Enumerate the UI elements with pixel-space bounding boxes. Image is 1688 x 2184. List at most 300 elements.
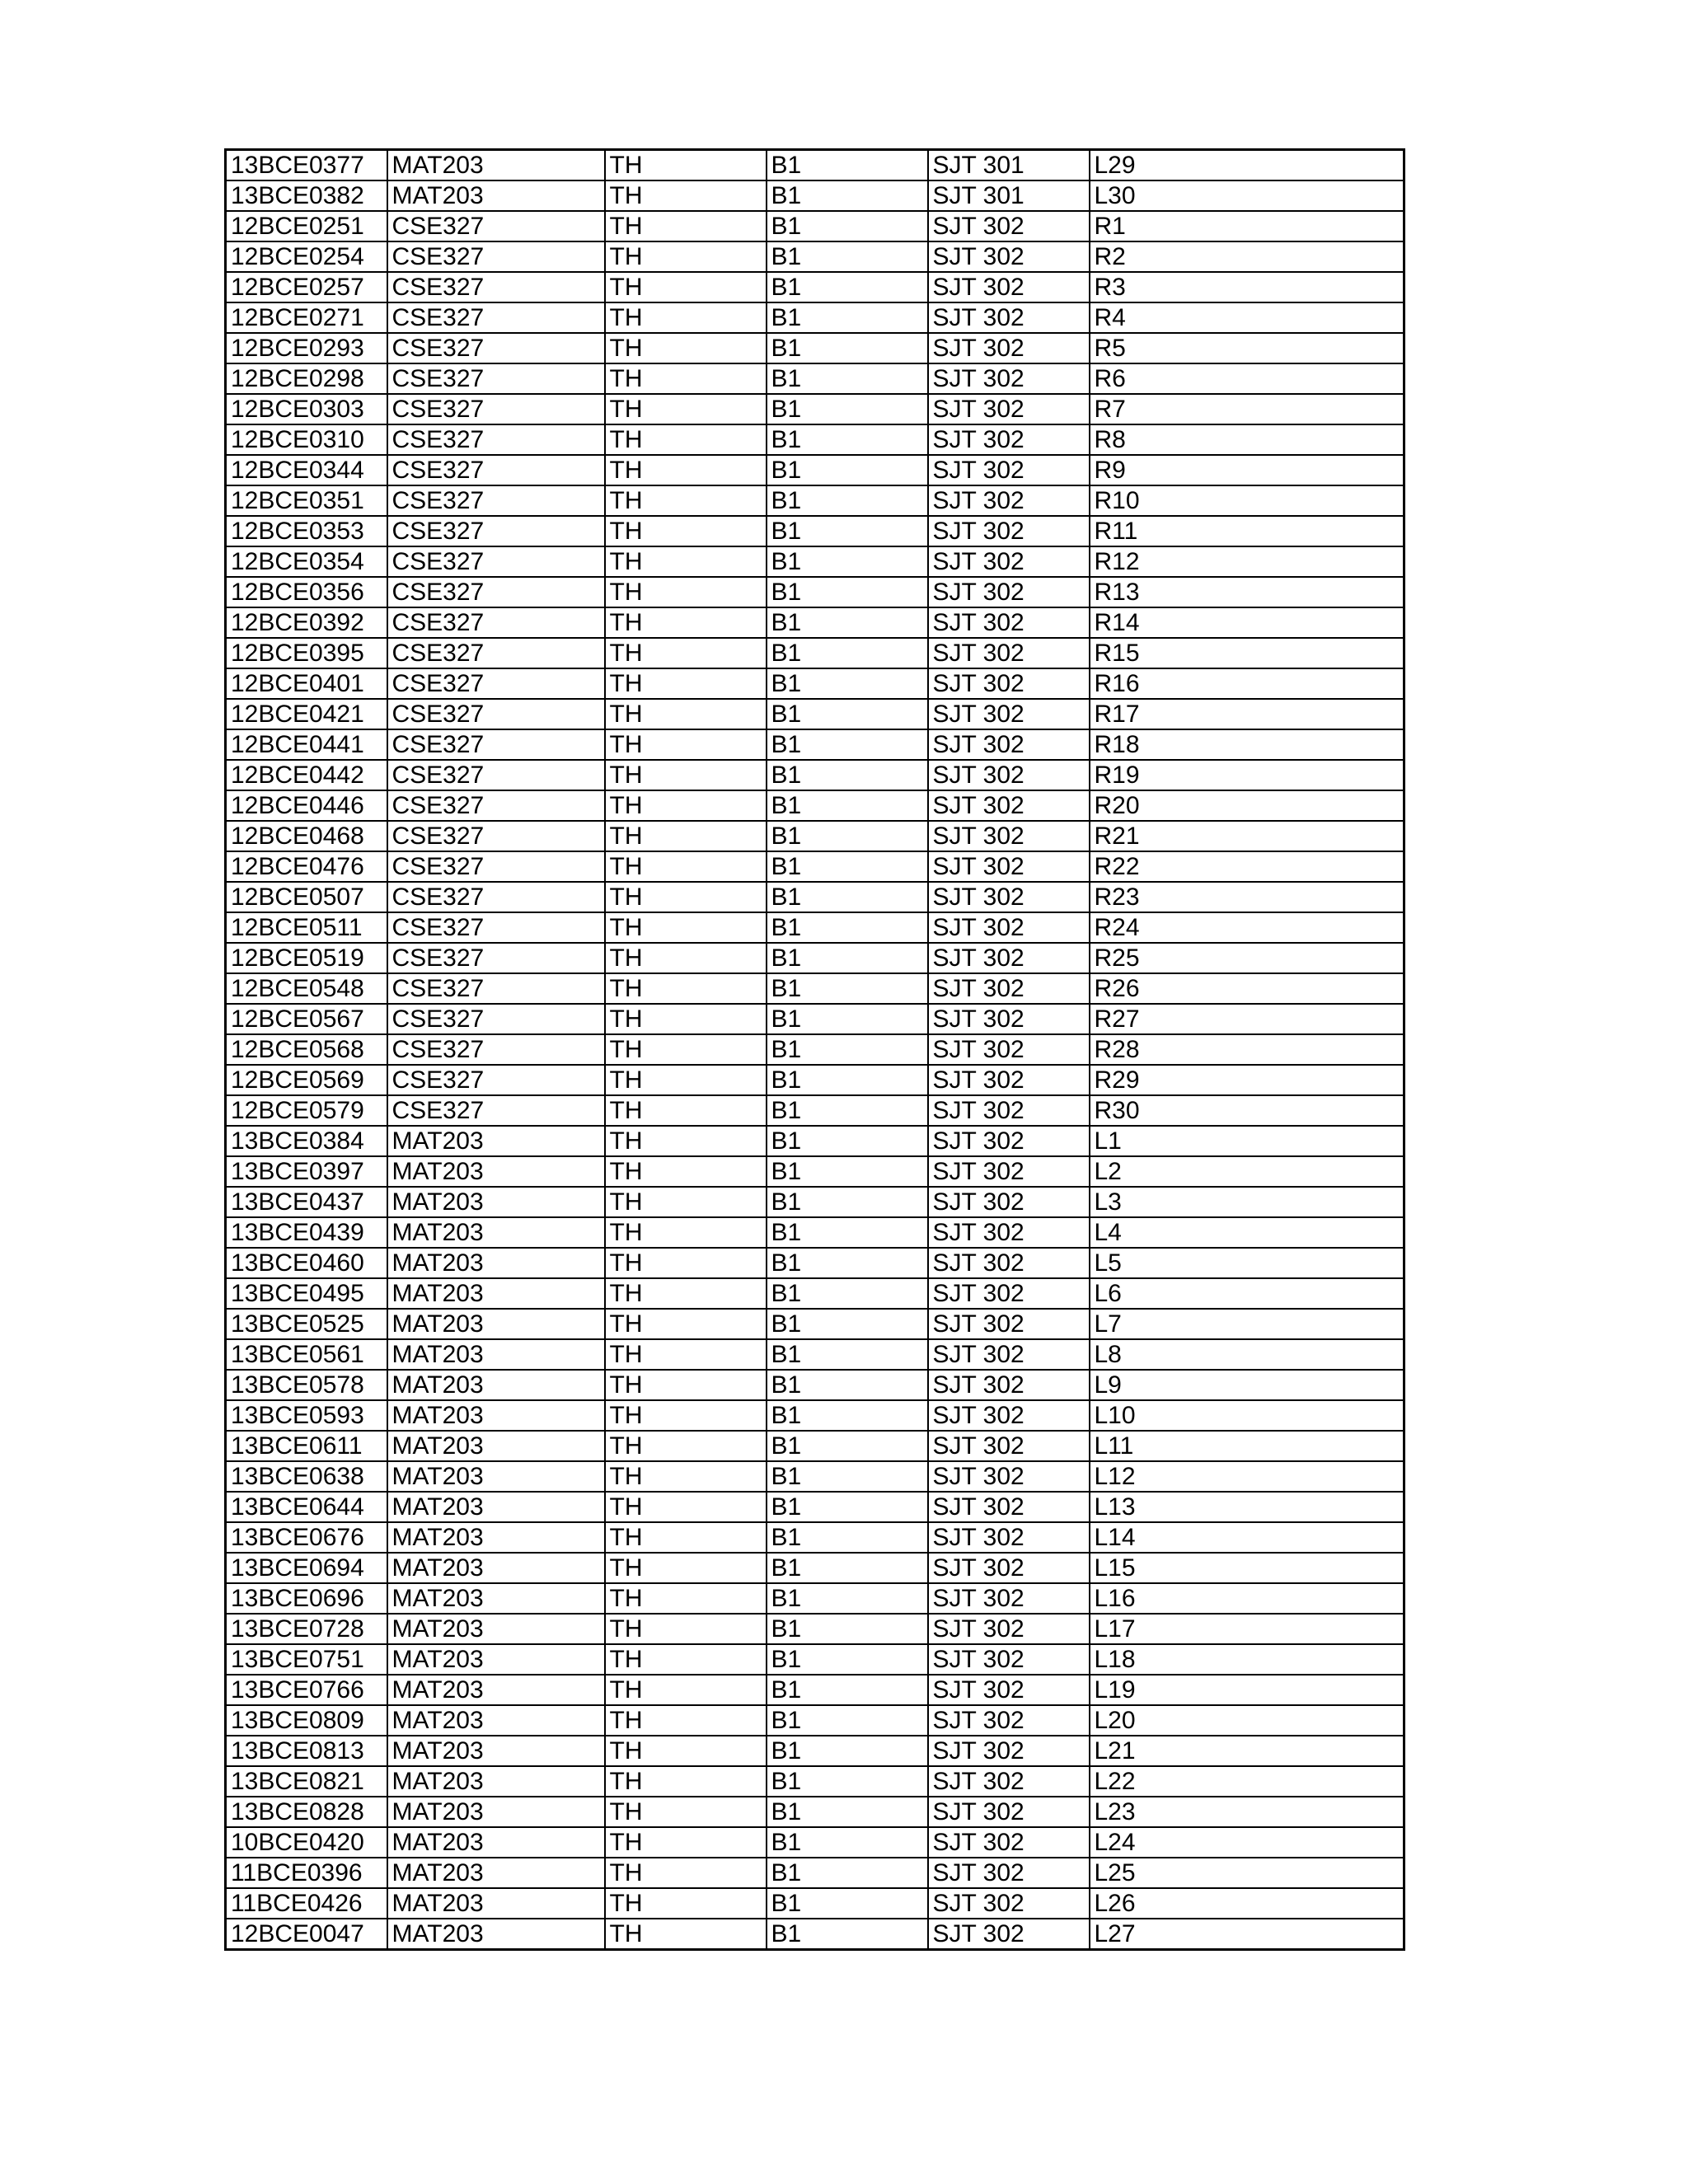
seat-number-cell: R14 (1090, 607, 1404, 638)
slot-cell: B1 (767, 821, 928, 851)
course-code-cell: CSE327 (387, 394, 605, 424)
slot-cell: B1 (767, 699, 928, 729)
course-type-cell: TH (605, 668, 767, 699)
seat-number-cell: R5 (1090, 333, 1404, 363)
slot-cell: B1 (767, 790, 928, 821)
slot-cell: B1 (767, 1309, 928, 1339)
course-code-cell: CSE327 (387, 516, 605, 546)
venue-cell: SJT 301 (928, 180, 1090, 211)
course-code-cell: CSE327 (387, 546, 605, 577)
seat-number-cell: R15 (1090, 638, 1404, 668)
course-type-cell: TH (605, 485, 767, 516)
table-row (226, 1766, 1404, 1797)
register-number-cell: 13BCE0437 (226, 1187, 387, 1217)
table-row (226, 1217, 1404, 1248)
course-code-cell: CSE327 (387, 1095, 605, 1126)
course-code-cell: CSE327 (387, 363, 605, 394)
venue-cell: SJT 302 (928, 760, 1090, 790)
slot-cell: B1 (767, 1492, 928, 1522)
course-code-cell: MAT203 (387, 1461, 605, 1492)
register-number-cell: 12BCE0446 (226, 790, 387, 821)
course-type-cell: TH (605, 1248, 767, 1278)
venue-cell: SJT 302 (928, 1705, 1090, 1736)
course-code-cell: CSE327 (387, 699, 605, 729)
venue-cell: SJT 302 (928, 638, 1090, 668)
venue-cell: SJT 302 (928, 394, 1090, 424)
course-type-cell: TH (605, 1919, 767, 1950)
slot-cell: B1 (767, 577, 928, 607)
venue-cell: SJT 302 (928, 1004, 1090, 1034)
register-number-cell: 12BCE0511 (226, 912, 387, 943)
register-number-cell: 13BCE0382 (226, 180, 387, 211)
slot-cell: B1 (767, 638, 928, 668)
slot-cell: B1 (767, 485, 928, 516)
register-number-cell: 13BCE0638 (226, 1461, 387, 1492)
course-type-cell: TH (605, 302, 767, 333)
register-number-cell: 13BCE0696 (226, 1583, 387, 1614)
seat-number-cell: L19 (1090, 1675, 1404, 1705)
course-code-cell: CSE327 (387, 790, 605, 821)
venue-cell: SJT 302 (928, 1187, 1090, 1217)
slot-cell: B1 (767, 1461, 928, 1492)
course-type-cell: TH (605, 180, 767, 211)
venue-cell: SJT 302 (928, 1492, 1090, 1522)
seat-number-cell: L22 (1090, 1766, 1404, 1797)
course-code-cell: MAT203 (387, 1583, 605, 1614)
table-row (226, 1156, 1404, 1187)
venue-cell: SJT 302 (928, 1858, 1090, 1888)
seat-number-cell: L16 (1090, 1583, 1404, 1614)
slot-cell: B1 (767, 1370, 928, 1400)
slot-cell: B1 (767, 1065, 928, 1095)
register-number-cell: 12BCE0351 (226, 485, 387, 516)
course-code-cell: MAT203 (387, 1766, 605, 1797)
course-type-cell: TH (605, 1583, 767, 1614)
venue-cell: SJT 302 (928, 1827, 1090, 1858)
register-number-cell: 12BCE0047 (226, 1919, 387, 1950)
course-code-cell: CSE327 (387, 211, 605, 241)
seat-number-cell: L25 (1090, 1858, 1404, 1888)
table-row (226, 424, 1404, 455)
slot-cell: B1 (767, 180, 928, 211)
seat-number-cell: L23 (1090, 1797, 1404, 1827)
venue-cell: SJT 302 (928, 1736, 1090, 1766)
slot-cell: B1 (767, 1614, 928, 1644)
table-row (226, 546, 1404, 577)
slot-cell: B1 (767, 1431, 928, 1461)
register-number-cell: 13BCE0611 (226, 1431, 387, 1461)
seat-number-cell: R28 (1090, 1034, 1404, 1065)
table-row (226, 1553, 1404, 1583)
venue-cell: SJT 302 (928, 1370, 1090, 1400)
table-row (226, 1004, 1404, 1034)
register-number-cell: 13BCE0578 (226, 1370, 387, 1400)
seat-number-cell: R1 (1090, 211, 1404, 241)
seat-number-cell: L17 (1090, 1614, 1404, 1644)
course-type-cell: TH (605, 1827, 767, 1858)
seat-number-cell: R3 (1090, 272, 1404, 302)
slot-cell: B1 (767, 851, 928, 882)
venue-cell: SJT 302 (928, 729, 1090, 760)
table-row (226, 638, 1404, 668)
table-row (226, 1034, 1404, 1065)
course-code-cell: MAT203 (387, 1858, 605, 1888)
course-type-cell: TH (605, 1797, 767, 1827)
course-type-cell: TH (605, 455, 767, 485)
course-code-cell: MAT203 (387, 1126, 605, 1156)
slot-cell: B1 (767, 211, 928, 241)
register-number-cell: 12BCE0353 (226, 516, 387, 546)
course-code-cell: CSE327 (387, 333, 605, 363)
table-row (226, 1187, 1404, 1217)
course-type-cell: TH (605, 516, 767, 546)
seat-number-cell: R30 (1090, 1095, 1404, 1126)
venue-cell: SJT 302 (928, 699, 1090, 729)
venue-cell: SJT 302 (928, 607, 1090, 638)
register-number-cell: 12BCE0395 (226, 638, 387, 668)
table-row (226, 485, 1404, 516)
seat-number-cell: L30 (1090, 180, 1404, 211)
seat-number-cell: R2 (1090, 241, 1404, 272)
table-row (226, 668, 1404, 699)
course-type-cell: TH (605, 607, 767, 638)
course-code-cell: CSE327 (387, 241, 605, 272)
slot-cell: B1 (767, 1400, 928, 1431)
venue-cell: SJT 302 (928, 1217, 1090, 1248)
course-code-cell: CSE327 (387, 455, 605, 485)
venue-cell: SJT 302 (928, 1675, 1090, 1705)
slot-cell: B1 (767, 1736, 928, 1766)
seat-number-cell: R6 (1090, 363, 1404, 394)
venue-cell: SJT 302 (928, 1400, 1090, 1431)
venue-cell: SJT 302 (928, 790, 1090, 821)
course-type-cell: TH (605, 1644, 767, 1675)
register-number-cell: 13BCE0397 (226, 1156, 387, 1187)
course-code-cell: CSE327 (387, 973, 605, 1004)
venue-cell: SJT 302 (928, 1339, 1090, 1370)
venue-cell: SJT 302 (928, 363, 1090, 394)
course-type-cell: TH (605, 394, 767, 424)
seat-number-cell: L2 (1090, 1156, 1404, 1187)
venue-cell: SJT 302 (928, 1126, 1090, 1156)
course-type-cell: TH (605, 851, 767, 882)
slot-cell: B1 (767, 1187, 928, 1217)
slot-cell: B1 (767, 912, 928, 943)
table-row (226, 1065, 1404, 1095)
seat-number-cell: L26 (1090, 1888, 1404, 1919)
slot-cell: B1 (767, 546, 928, 577)
course-type-cell: TH (605, 1065, 767, 1095)
slot-cell: B1 (767, 363, 928, 394)
register-number-cell: 12BCE0421 (226, 699, 387, 729)
seat-number-cell: L9 (1090, 1370, 1404, 1400)
venue-cell: SJT 302 (928, 912, 1090, 943)
course-code-cell: MAT203 (387, 1370, 605, 1400)
course-type-cell: TH (605, 546, 767, 577)
table-row (226, 1644, 1404, 1675)
venue-cell: SJT 302 (928, 241, 1090, 272)
course-type-cell: TH (605, 1431, 767, 1461)
venue-cell: SJT 302 (928, 1919, 1090, 1950)
table-row (226, 150, 1404, 181)
course-code-cell: CSE327 (387, 912, 605, 943)
course-type-cell: TH (605, 1217, 767, 1248)
slot-cell: B1 (767, 1644, 928, 1675)
venue-cell: SJT 302 (928, 1461, 1090, 1492)
slot-cell: B1 (767, 1248, 928, 1278)
table-row (226, 882, 1404, 912)
venue-cell: SJT 302 (928, 455, 1090, 485)
register-number-cell: 13BCE0828 (226, 1797, 387, 1827)
seat-number-cell: R25 (1090, 943, 1404, 973)
course-code-cell: MAT203 (387, 1339, 605, 1370)
course-type-cell: TH (605, 1400, 767, 1431)
course-code-cell: CSE327 (387, 851, 605, 882)
table-row (226, 1583, 1404, 1614)
seat-number-cell: L24 (1090, 1827, 1404, 1858)
course-code-cell: CSE327 (387, 1034, 605, 1065)
venue-cell: SJT 302 (928, 1553, 1090, 1583)
seat-number-cell: L5 (1090, 1248, 1404, 1278)
course-code-cell: MAT203 (387, 1797, 605, 1827)
register-number-cell: 12BCE0507 (226, 882, 387, 912)
slot-cell: B1 (767, 1156, 928, 1187)
register-number-cell: 13BCE0809 (226, 1705, 387, 1736)
slot-cell: B1 (767, 1034, 928, 1065)
slot-cell: B1 (767, 1827, 928, 1858)
course-type-cell: TH (605, 1095, 767, 1126)
seat-number-cell: R29 (1090, 1065, 1404, 1095)
course-type-cell: TH (605, 363, 767, 394)
course-code-cell: MAT203 (387, 1217, 605, 1248)
venue-cell: SJT 302 (928, 1034, 1090, 1065)
course-code-cell: MAT203 (387, 1156, 605, 1187)
table-row (226, 1888, 1404, 1919)
table-row (226, 760, 1404, 790)
venue-cell: SJT 302 (928, 851, 1090, 882)
course-code-cell: MAT203 (387, 1278, 605, 1309)
venue-cell: SJT 302 (928, 577, 1090, 607)
slot-cell: B1 (767, 302, 928, 333)
course-code-cell: CSE327 (387, 607, 605, 638)
register-number-cell: 13BCE0593 (226, 1400, 387, 1431)
course-code-cell: MAT203 (387, 1827, 605, 1858)
seat-number-cell: L11 (1090, 1431, 1404, 1461)
slot-cell: B1 (767, 1522, 928, 1553)
course-code-cell: MAT203 (387, 1736, 605, 1766)
register-number-cell: 12BCE0254 (226, 241, 387, 272)
course-type-cell: TH (605, 1370, 767, 1400)
register-number-cell: 12BCE0579 (226, 1095, 387, 1126)
table-row (226, 1431, 1404, 1461)
slot-cell: B1 (767, 1095, 928, 1126)
course-type-cell: TH (605, 241, 767, 272)
table-row (226, 302, 1404, 333)
course-code-cell: MAT203 (387, 1614, 605, 1644)
course-code-cell: CSE327 (387, 302, 605, 333)
venue-cell: SJT 302 (928, 973, 1090, 1004)
seat-number-cell: L12 (1090, 1461, 1404, 1492)
register-number-cell: 13BCE0495 (226, 1278, 387, 1309)
register-number-cell: 13BCE0676 (226, 1522, 387, 1553)
seat-number-cell: R18 (1090, 729, 1404, 760)
venue-cell: SJT 302 (928, 211, 1090, 241)
course-type-cell: TH (605, 333, 767, 363)
table-row (226, 1522, 1404, 1553)
slot-cell: B1 (767, 455, 928, 485)
table-row (226, 699, 1404, 729)
seat-number-cell: R26 (1090, 973, 1404, 1004)
course-code-cell: MAT203 (387, 1919, 605, 1950)
register-number-cell: 13BCE0813 (226, 1736, 387, 1766)
slot-cell: B1 (767, 1858, 928, 1888)
course-type-cell: TH (605, 1156, 767, 1187)
register-number-cell: 13BCE0460 (226, 1248, 387, 1278)
slot-cell: B1 (767, 1126, 928, 1156)
table-row (226, 1126, 1404, 1156)
table-row (226, 394, 1404, 424)
table-row (226, 241, 1404, 272)
venue-cell: SJT 302 (928, 1309, 1090, 1339)
course-type-cell: TH (605, 1705, 767, 1736)
table-row (226, 1248, 1404, 1278)
venue-cell: SJT 302 (928, 546, 1090, 577)
table-row (226, 180, 1404, 211)
course-code-cell: MAT203 (387, 1522, 605, 1553)
venue-cell: SJT 302 (928, 272, 1090, 302)
course-type-cell: TH (605, 1522, 767, 1553)
register-number-cell: 11BCE0396 (226, 1858, 387, 1888)
venue-cell: SJT 302 (928, 1095, 1090, 1126)
seat-number-cell: L29 (1090, 150, 1404, 181)
table-row (226, 1675, 1404, 1705)
register-number-cell: 12BCE0401 (226, 668, 387, 699)
course-type-cell: TH (605, 150, 767, 181)
register-number-cell: 13BCE0728 (226, 1614, 387, 1644)
seat-number-cell: R21 (1090, 821, 1404, 851)
seat-number-cell: R27 (1090, 1004, 1404, 1034)
table-row (226, 1278, 1404, 1309)
seat-number-cell: R19 (1090, 760, 1404, 790)
seat-number-cell: L20 (1090, 1705, 1404, 1736)
register-number-cell: 13BCE0377 (226, 150, 387, 181)
venue-cell: SJT 302 (928, 1431, 1090, 1461)
table-row (226, 1614, 1404, 1644)
register-number-cell: 12BCE0392 (226, 607, 387, 638)
register-number-cell: 12BCE0548 (226, 973, 387, 1004)
venue-cell: SJT 302 (928, 485, 1090, 516)
table-row (226, 912, 1404, 943)
table-row (226, 1309, 1404, 1339)
course-code-cell: CSE327 (387, 760, 605, 790)
venue-cell: SJT 302 (928, 1766, 1090, 1797)
course-code-cell: MAT203 (387, 1187, 605, 1217)
slot-cell: B1 (767, 1278, 928, 1309)
seat-number-cell: L27 (1090, 1919, 1404, 1950)
table-row (226, 1461, 1404, 1492)
course-type-cell: TH (605, 1034, 767, 1065)
seat-number-cell: L7 (1090, 1309, 1404, 1339)
slot-cell: B1 (767, 272, 928, 302)
register-number-cell: 12BCE0293 (226, 333, 387, 363)
course-code-cell: CSE327 (387, 485, 605, 516)
table-row (226, 577, 1404, 607)
register-number-cell: 13BCE0384 (226, 1126, 387, 1156)
slot-cell: B1 (767, 607, 928, 638)
seat-number-cell: R23 (1090, 882, 1404, 912)
slot-cell: B1 (767, 333, 928, 363)
register-number-cell: 12BCE0442 (226, 760, 387, 790)
course-type-cell: TH (605, 1553, 767, 1583)
table-row (226, 973, 1404, 1004)
table-row (226, 1400, 1404, 1431)
seat-number-cell: L3 (1090, 1187, 1404, 1217)
course-type-cell: TH (605, 973, 767, 1004)
slot-cell: B1 (767, 1919, 928, 1950)
table-row (226, 363, 1404, 394)
course-code-cell: CSE327 (387, 729, 605, 760)
slot-cell: B1 (767, 424, 928, 455)
table-row (226, 790, 1404, 821)
course-code-cell: CSE327 (387, 943, 605, 973)
seat-number-cell: R11 (1090, 516, 1404, 546)
course-type-cell: TH (605, 943, 767, 973)
course-code-cell: MAT203 (387, 1553, 605, 1583)
register-number-cell: 12BCE0476 (226, 851, 387, 882)
table-row (226, 1370, 1404, 1400)
course-type-cell: TH (605, 1766, 767, 1797)
slot-cell: B1 (767, 150, 928, 181)
course-type-cell: TH (605, 1004, 767, 1034)
course-type-cell: TH (605, 577, 767, 607)
course-type-cell: TH (605, 912, 767, 943)
seat-allocation-table (224, 148, 1405, 1951)
course-type-cell: TH (605, 821, 767, 851)
course-code-cell: CSE327 (387, 424, 605, 455)
venue-cell: SJT 302 (928, 1797, 1090, 1827)
course-type-cell: TH (605, 272, 767, 302)
register-number-cell: 13BCE0561 (226, 1339, 387, 1370)
seat-number-cell: L15 (1090, 1553, 1404, 1583)
course-type-cell: TH (605, 882, 767, 912)
course-code-cell: CSE327 (387, 1065, 605, 1095)
slot-cell: B1 (767, 394, 928, 424)
slot-cell: B1 (767, 1797, 928, 1827)
course-code-cell: MAT203 (387, 1705, 605, 1736)
register-number-cell: 12BCE0271 (226, 302, 387, 333)
course-type-cell: TH (605, 1858, 767, 1888)
venue-cell: SJT 302 (928, 1888, 1090, 1919)
table-row (226, 1339, 1404, 1370)
slot-cell: B1 (767, 241, 928, 272)
table-row (226, 729, 1404, 760)
course-code-cell: CSE327 (387, 577, 605, 607)
register-number-cell: 12BCE0344 (226, 455, 387, 485)
register-number-cell: 13BCE0751 (226, 1644, 387, 1675)
slot-cell: B1 (767, 668, 928, 699)
venue-cell: SJT 302 (928, 882, 1090, 912)
slot-cell: B1 (767, 973, 928, 1004)
venue-cell: SJT 302 (928, 668, 1090, 699)
slot-cell: B1 (767, 1004, 928, 1034)
course-type-cell: TH (605, 1614, 767, 1644)
register-number-cell: 12BCE0569 (226, 1065, 387, 1095)
course-code-cell: CSE327 (387, 1004, 605, 1034)
slot-cell: B1 (767, 1339, 928, 1370)
table-row (226, 1705, 1404, 1736)
course-type-cell: TH (605, 729, 767, 760)
slot-cell: B1 (767, 1888, 928, 1919)
